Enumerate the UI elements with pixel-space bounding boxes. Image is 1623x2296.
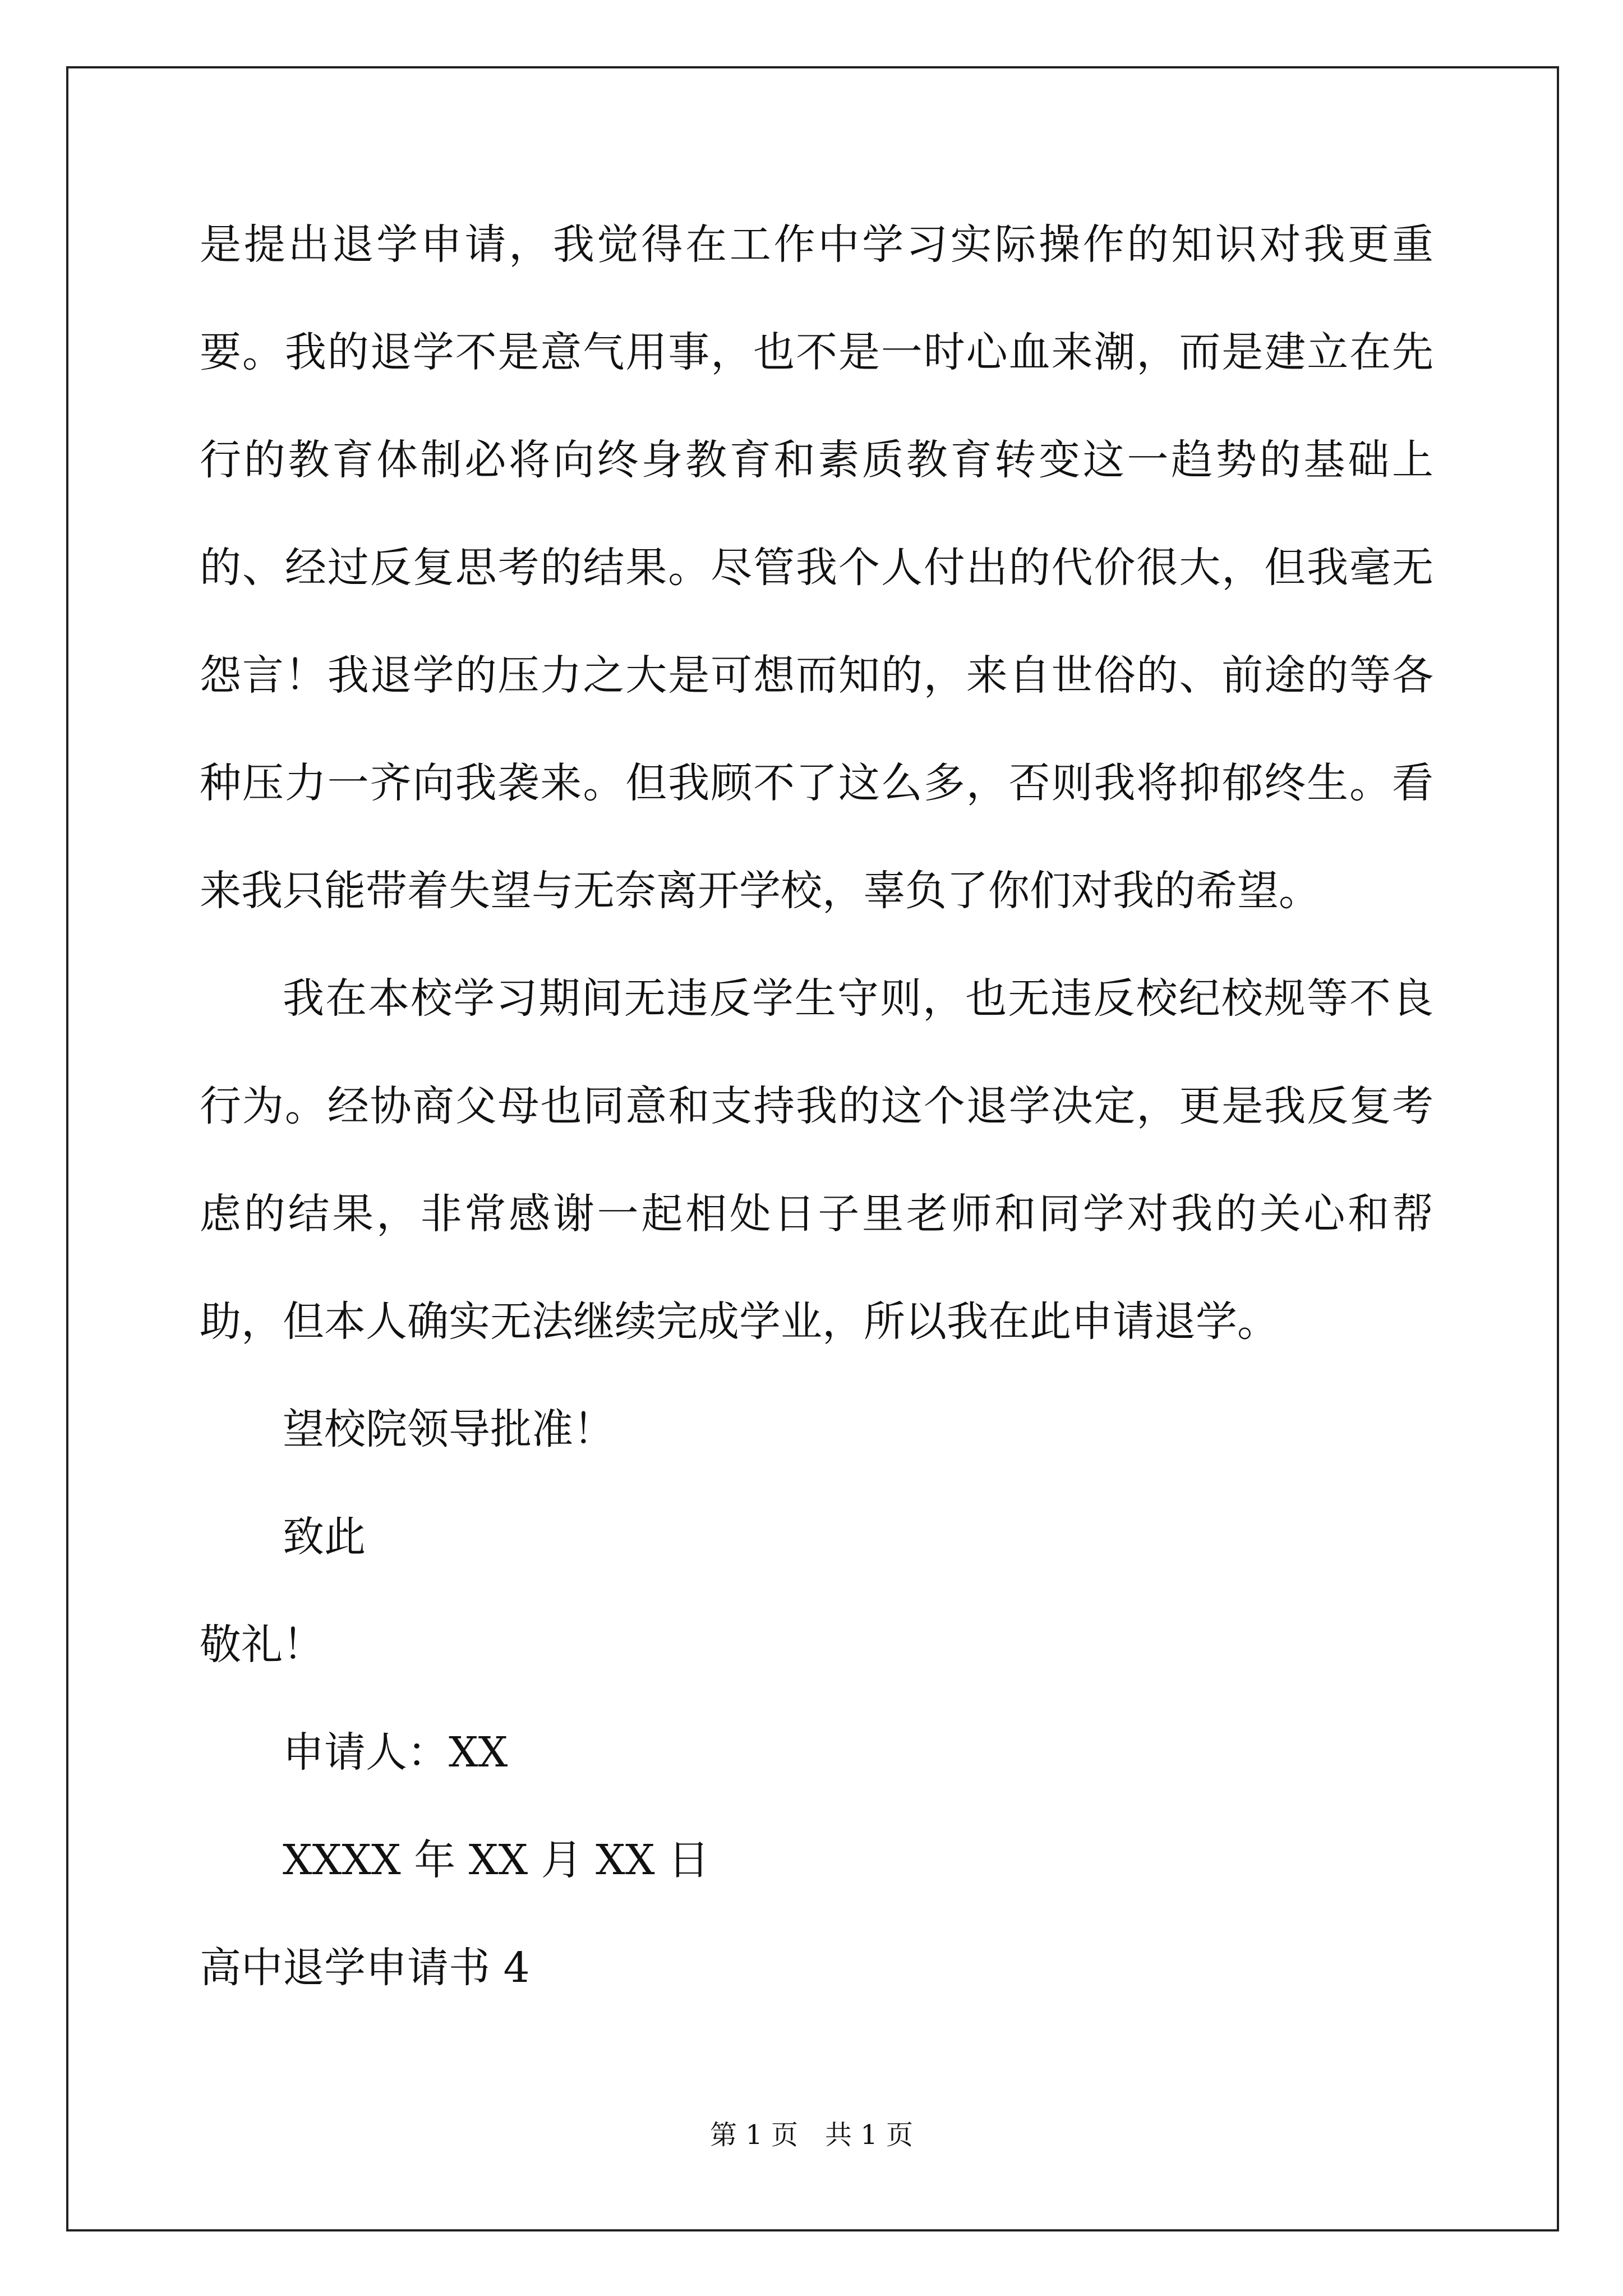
next-section-heading: 高中退学申请书 4 <box>200 1944 530 1992</box>
date-line: XXXX 年 XX 月 XX 日 <box>283 1836 710 1884</box>
closing-salute: 敬礼！ <box>200 1621 324 1669</box>
page-number-footer: 第 1 页 共 1 页 <box>709 2119 914 2151</box>
paragraph-conduct: 我在本校学习期间无违反学生守则，也无违反校纪校规等不良行为。经协商父母也同意和支持我的这个退学决定，更是我反复考虑的结果，非常感谢一起相处日子里老师和同学对我的关心和帮助，但本人确实无法继续完成学业，所以我在此申请退学。 <box>200 974 1433 1346</box>
signature-line: 申请人：XX <box>283 1728 508 1777</box>
request-line: 望校院领导批准！ <box>283 1405 615 1453</box>
closing-to: 致此 <box>283 1513 366 1561</box>
document-body <box>200 191 1433 2022</box>
paragraph-continuation: 是提出退学申请，我觉得在工作中学习实际操作的知识对我更重要。我的退学不是意气用事，也不是一时心血来潮，而是建立在先行的教育体制必将向终身教育和素质教育转变这一趋势的基础上的、经过反复思考的结果。尽管我个人付出的代价很大，但我毫无怨言！我退学的压力之大是可想而知的，来自世俗的、前途的等各种压力一齐向我袭来。但我顾不了这么多，否则我将抑郁终生。看来我只能带着失望与无奈离开学校，辜负了你们对我的希望。 <box>200 220 1433 915</box>
